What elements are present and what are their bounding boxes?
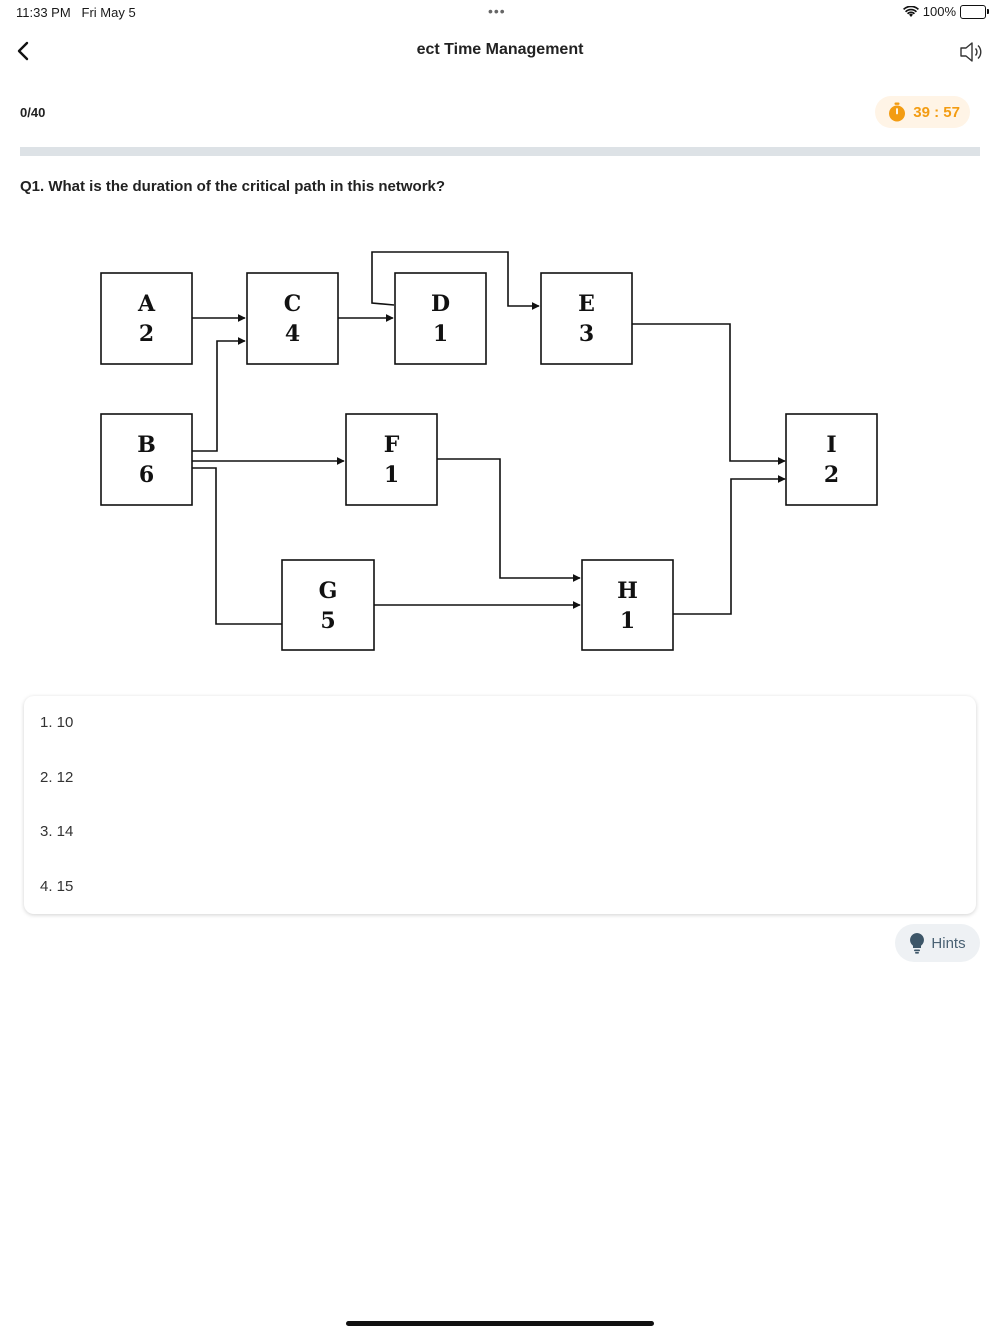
- node-e-duration: 3: [578, 321, 595, 347]
- node-h-name: H: [617, 578, 638, 604]
- node-g-name: G: [318, 578, 338, 604]
- question-progress: 0/40: [20, 105, 46, 120]
- edge-f-h: [437, 459, 580, 578]
- node-h: [582, 560, 673, 650]
- option-1[interactable]: 1. 10: [40, 714, 74, 731]
- option-4[interactable]: 4. 15: [40, 878, 74, 895]
- nav-bar: [0, 30, 1000, 74]
- node-b-name: B: [137, 432, 156, 458]
- status-time: 11:33 PM Fri May 5: [16, 5, 136, 20]
- edge-b-c: [192, 341, 245, 451]
- node-a: [101, 273, 192, 364]
- option-2[interactable]: 2. 12: [40, 769, 74, 786]
- node-a-duration: 2: [138, 321, 155, 347]
- node-f: [346, 414, 437, 505]
- timer-badge: [875, 96, 970, 128]
- node-d-name: D: [430, 291, 451, 317]
- node-i-name: I: [826, 432, 837, 458]
- node-b: [101, 414, 192, 505]
- node-i-duration: 2: [823, 462, 840, 488]
- node-e-name: E: [578, 291, 595, 317]
- battery-percent: 100%: [922, 4, 956, 19]
- node-c-duration: 4: [284, 321, 301, 347]
- answer-options: [24, 696, 976, 914]
- question-text: Q1. What is the duration of the critical path in this network?: [20, 178, 446, 195]
- hints-label: Hints: [931, 934, 966, 952]
- edge-h-i: [673, 479, 785, 614]
- node-f-duration: 1: [383, 462, 400, 488]
- node-a-name: A: [137, 291, 156, 317]
- network-diagram: [0, 230, 1000, 670]
- stopwatch-icon: [887, 102, 907, 122]
- battery-icon: [960, 5, 986, 19]
- status-right: [903, 4, 986, 19]
- option-3[interactable]: 3. 14: [40, 823, 74, 840]
- node-b-duration: 6: [138, 462, 155, 488]
- node-i: [786, 414, 877, 505]
- node-h-duration: 1: [619, 608, 636, 634]
- node-g-duration: 5: [320, 608, 336, 634]
- lightbulb-icon: [909, 932, 925, 954]
- speaker-icon[interactable]: [958, 38, 986, 66]
- edge-b-g: [192, 468, 282, 624]
- node-c-name: C: [283, 291, 302, 317]
- multitask-dots-icon[interactable]: •••: [488, 3, 506, 19]
- node-e: [541, 273, 632, 364]
- node-d: [395, 273, 486, 364]
- status-bar: [0, 0, 1000, 24]
- node-d-duration: 1: [432, 321, 449, 347]
- node-c: [247, 273, 338, 364]
- page-title: ect Time Management: [416, 41, 584, 58]
- timer-value: 39 : 57: [913, 103, 960, 121]
- edge-e-i: [632, 324, 785, 461]
- progress-bar: [20, 147, 980, 156]
- node-f-name: F: [383, 432, 400, 458]
- node-g: [282, 560, 374, 650]
- home-indicator[interactable]: [346, 1321, 654, 1326]
- wifi-icon: [903, 6, 919, 18]
- hints-button[interactable]: [895, 924, 980, 962]
